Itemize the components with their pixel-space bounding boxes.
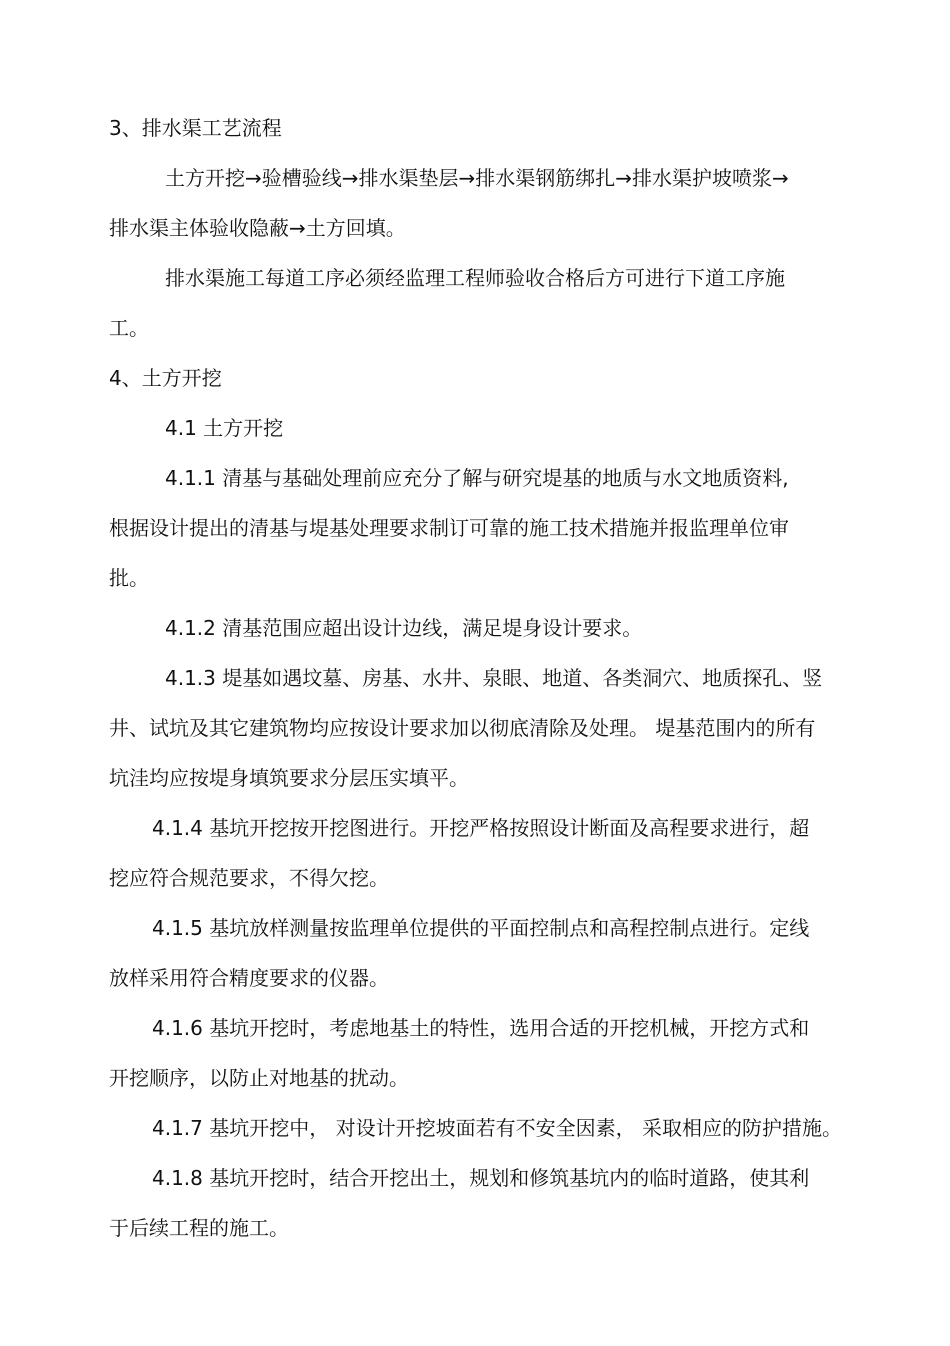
paragraph-line: 挖应符合规范要求，不得欠挖。 — [109, 866, 389, 890]
paragraph-line: 于后续工程的施工。 — [109, 1216, 289, 1240]
paragraph-line: 4.1.4 基坑开挖按开挖图进行。开挖严格按照设计断面及高程要求进行，超 — [152, 816, 810, 840]
paragraph-line: 排水渠主体验收隐蔽→土方回填。 — [109, 216, 406, 240]
paragraph-line: 放样采用符合精度要求的仪器。 — [109, 966, 389, 990]
paragraph-line: 4.1.3 堤基如遇坟墓、房基、水井、泉眼、地道、各类洞穴、地质探孔、竖 — [165, 666, 823, 690]
heading-earthwork: 4、土方开挖 — [109, 366, 222, 390]
paragraph-line: 工。 — [109, 316, 149, 340]
paragraph-line: 4.1.1 清基与基础处理前应充分了解与研究堤基的地质与水文地质资料, — [165, 466, 789, 490]
paragraph-line: 排水渠施工每道工序必须经监理工程师验收合格后方可进行下道工序施 — [165, 266, 785, 290]
paragraph-line: 批。 — [109, 566, 149, 590]
paragraph-line: 坑洼均应按堤身填筑要求分层压实填平。 — [109, 766, 469, 790]
paragraph-line: 根据设计提出的清基与堤基处理要求制订可靠的施工技术措施并报监理单位审 — [109, 516, 789, 540]
paragraph-line: 开挖顺序，以防止对地基的扰动。 — [109, 1066, 409, 1090]
heading-drainage-process: 3、排水渠工艺流程 — [109, 116, 282, 140]
paragraph-line: 4.1.8 基坑开挖时，结合开挖出土，规划和修筑基坑内的临时道路，使其利 — [152, 1166, 810, 1190]
paragraph-line: 4.1.2 清基范围应超出设计边线，满足堤身设计要求。 — [165, 616, 643, 640]
paragraph-line: 4.1.5 基坑放样测量按监理单位提供的平面控制点和高程控制点进行。定线 — [152, 916, 810, 940]
paragraph-line: 土方开挖→验槽验线→排水渠垫层→排水渠钢筋绑扎→排水渠护坡喷浆→ — [165, 166, 789, 190]
subheading-earthwork: 4.1 土方开挖 — [165, 416, 284, 440]
paragraph-line: 井、试坑及其它建筑物均应按设计要求加以彻底清除及处理。 堤基范围内的所有 — [109, 716, 816, 740]
paragraph-line: 4.1.6 基坑开挖时，考虑地基土的特性，选用合适的开挖机械，开挖方式和 — [152, 1016, 810, 1040]
paragraph-line: 4.1.7 基坑开挖中， 对设计开挖坡面若有不安全因素， 采取相应的防护措施。 — [152, 1116, 842, 1140]
